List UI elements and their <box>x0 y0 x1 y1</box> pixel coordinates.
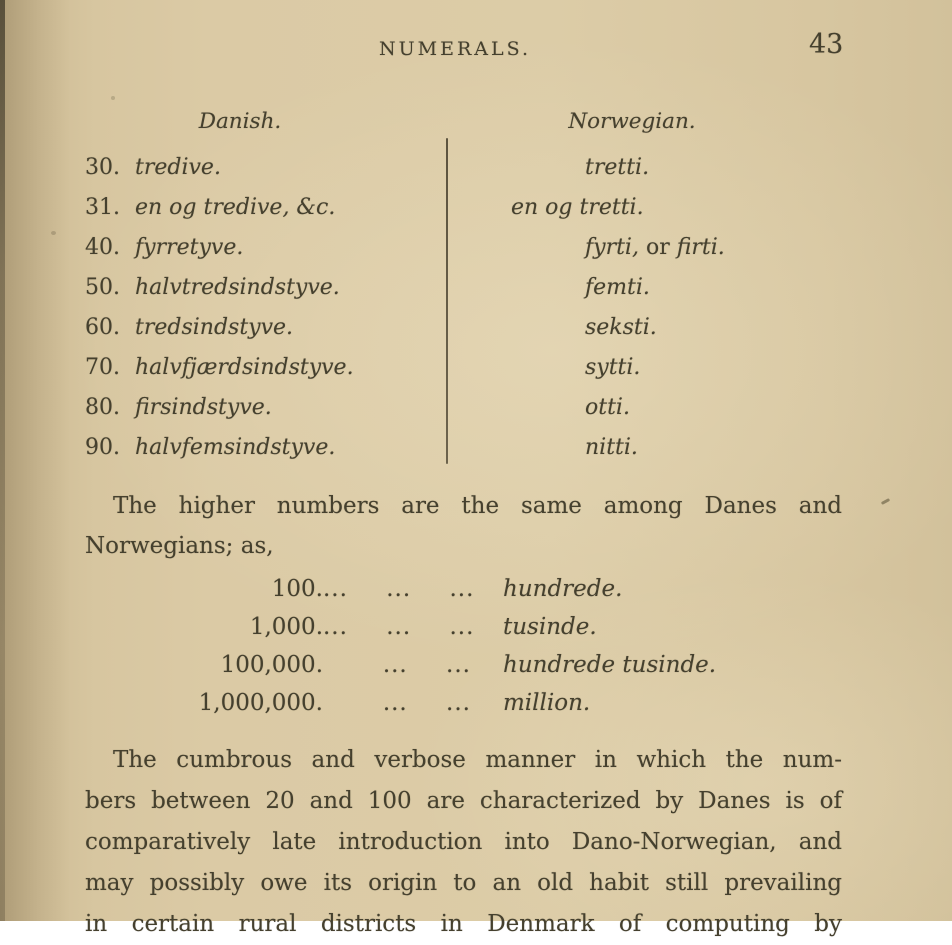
norwegian-word: tretti. <box>585 155 650 180</box>
danish-cell <box>0 428 447 468</box>
row-number: 80. <box>85 395 120 420</box>
table-row <box>0 428 952 468</box>
norwegian-word-part: fyrti, <box>585 235 639 260</box>
norwegian-word <box>447 228 725 268</box>
norwegian-word: otti. <box>585 395 630 420</box>
row-number: 60. <box>85 315 120 340</box>
column-header-norwegian: Norwegian. <box>568 109 696 134</box>
paragraph-line: The higher numbers are the same among Danes and <box>113 493 842 519</box>
paragraph-higher-numbers <box>85 486 842 566</box>
paper-speck <box>111 96 115 100</box>
paper-speck <box>51 231 56 235</box>
danish-word: halvfemsindstyve. <box>135 435 336 460</box>
norwegian-word: nitti. <box>585 435 638 460</box>
danish-word: tredsindstyve. <box>135 315 294 340</box>
table-row <box>0 348 952 388</box>
numerals-comparison-table <box>0 148 952 468</box>
danish-cell <box>0 148 447 188</box>
row-number: 50. <box>85 275 120 300</box>
danish-cell <box>0 388 447 428</box>
paragraph-line: may possibly owe its origin to an old habit still prevailing <box>85 870 842 896</box>
paper-speck <box>881 498 890 505</box>
dot-leaders: ... ... ... <box>323 576 475 602</box>
dot-leaders: ... ... <box>382 690 471 716</box>
row-number: 90. <box>85 435 120 460</box>
dot-leaders: ... ... ... <box>323 614 475 640</box>
danish-cell <box>0 268 447 308</box>
danish-word: tredive. <box>135 155 221 180</box>
paragraph-line: in certain rural districts in Denmark of computing by <box>85 911 842 937</box>
list-item <box>85 684 716 722</box>
higher-numbers-list <box>85 570 716 722</box>
number-word: tusinde. <box>503 614 597 640</box>
norwegian-or-conjunction: or <box>638 235 677 260</box>
row-number: 31. <box>85 195 120 220</box>
row-number: 70. <box>85 355 120 380</box>
norwegian-word-part: firti. <box>676 235 725 260</box>
numeral-value: 1,000. <box>249 614 323 640</box>
danish-cell <box>0 308 447 348</box>
table-row <box>0 388 952 428</box>
list-item <box>85 570 716 608</box>
numeral-value: 1,000,000. <box>198 690 323 716</box>
number-word: million. <box>503 690 591 716</box>
numeral-value: 100,000. <box>220 652 323 678</box>
paragraph-cumbrous-manner <box>85 740 842 945</box>
danish-cell <box>0 228 447 268</box>
danish-word: halvtredsindstyve. <box>135 275 340 300</box>
column-header-danish: Danish. <box>198 109 282 134</box>
norwegian-word: en og tretti. <box>511 195 644 220</box>
number-word: hundrede. <box>503 576 623 602</box>
row-number: 40. <box>85 235 120 260</box>
table-row <box>0 228 952 268</box>
norwegian-word: seksti. <box>585 315 657 340</box>
numeral-value: 100. <box>271 576 323 602</box>
table-row <box>0 148 952 188</box>
list-item <box>85 646 716 684</box>
danish-word: en og tredive, &c. <box>135 195 336 220</box>
number-word: hundrede tusinde. <box>503 652 717 678</box>
dot-leaders: ... ... <box>382 652 471 678</box>
paragraph-line: Norwegians; as, <box>85 533 274 559</box>
table-row <box>0 308 952 348</box>
danish-word: fyrretyve. <box>135 235 244 260</box>
danish-cell <box>0 348 447 388</box>
paragraph-line: bers between 20 and 100 are characterized by Danes is of <box>85 788 842 814</box>
row-number: 30. <box>85 155 120 180</box>
danish-word: halvfjærdsindstyve. <box>135 355 354 380</box>
table-row <box>0 188 952 228</box>
norwegian-word: femti. <box>585 275 650 300</box>
list-item <box>85 608 716 646</box>
table-row <box>0 268 952 308</box>
paragraph-line: comparatively late introduction into Dano-Norwegian, and <box>85 829 842 855</box>
norwegian-word: sytti. <box>585 355 641 380</box>
danish-cell <box>0 188 447 228</box>
danish-word: firsindstyve. <box>135 395 272 420</box>
page-number: 43 <box>809 29 844 60</box>
paragraph-line: The cumbrous and verbose manner in which the num- <box>113 747 842 773</box>
running-head: NUMERALS. <box>379 38 531 60</box>
